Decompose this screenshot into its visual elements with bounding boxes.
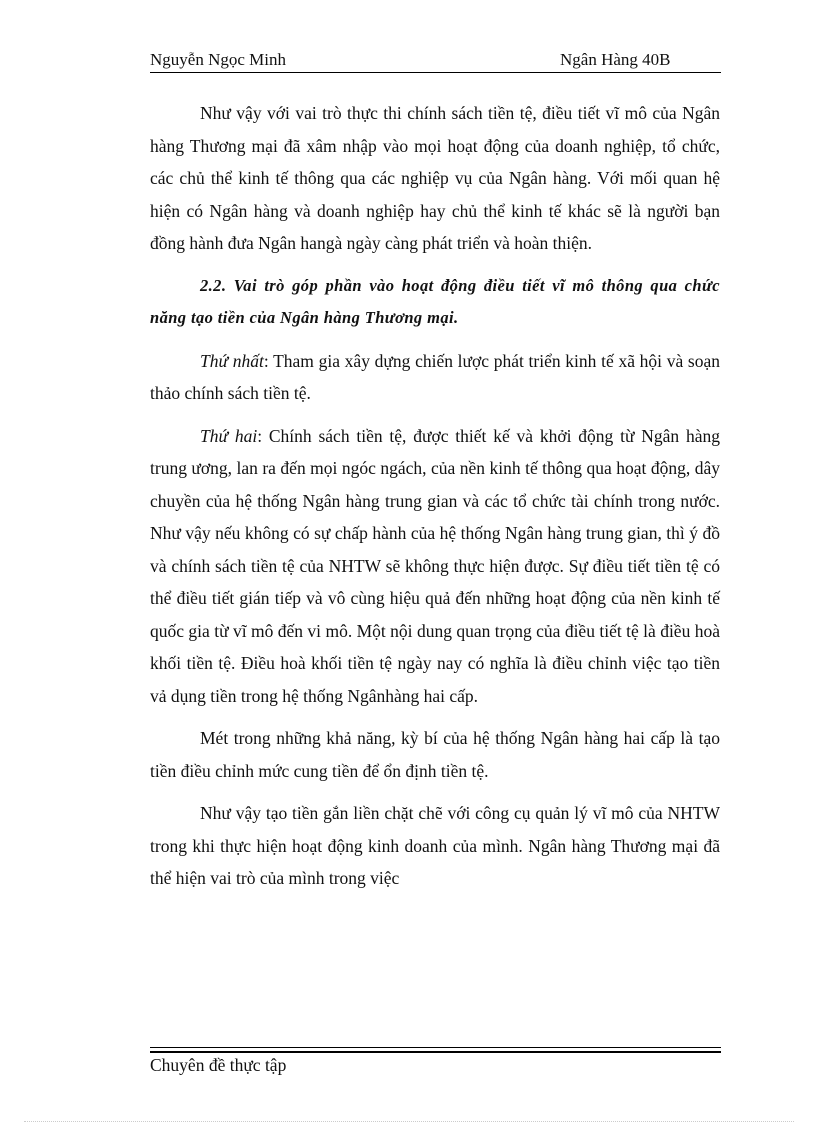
footer-rule-thin [150, 1047, 721, 1048]
paragraph-2-label: Thứ nhất [200, 350, 264, 371]
page-footer: Chuyên đề thực tập [150, 1055, 287, 1075]
page-header [150, 50, 721, 73]
paragraph-1: Như vậy với vai trò thực thi chính sách tiền tệ, điều tiết vĩ mô của Ngân hàng Thương mại đã xâm nhập vào mọi hoạt động của doanh nghiệp, tổ chức, các chủ thể kinh tế thông qua các nghiệp vụ của Ngân hàng. Với mối quan hệ hiện có Ngân hàng và doanh nghiệp hay chủ thể kinh tế khác sẽ là người bạn đồng hành đưa Ngân hangà ngày càng phát triển và hoàn thiện. [150, 103, 720, 253]
footer-rule-thick [150, 1051, 721, 1053]
header-class: Ngân Hàng 40B [560, 50, 671, 69]
section-heading: 2.2. Vai trò góp phần vào hoạt động điều tiết vĩ mô thông qua chức năng tạo tiền của Ngân hàng Thương mại. [150, 275, 720, 327]
paragraph-3-text: : Chính sách tiền tệ, được thiết kế và khởi động từ Ngân hàng trung ương, lan ra đến mọi ngóc ngách, của nền kinh tế thông qua hoạt động, dây chuyền của hệ thống Ngân hàng trung gian và các tổ chức tài chính trong nước. Như vậy nếu không có sự chấp hành của hệ thống Ngân hàng trung gian, thì ý đồ và chính sách tiền tệ của NHTW sẽ không thực hiện được. Sự điều tiết tiền tệ có thể điều tiết gián tiếp và vô cùng hiệu quả đến những hoạt động của nền kinh tế quốc gia từ vĩ mô đến vi mô. Một nội dung quan trọng của điều tiết tệ là điều hoà khối tiền tệ. Điều hoà khối tiền tệ ngày nay có nghĩa là điều chỉnh việc tạo tiền vả dụng tiền trong hệ thống Ngânhàng hai cấp. [150, 425, 720, 706]
paragraph-2 [150, 345, 720, 410]
header-author: Nguyễn Ngọc Minh [150, 50, 286, 69]
paragraph-4: Mét trong những khả năng, kỳ bí của hệ thống Ngân hàng hai cấp là tạo tiền điều chỉnh mức cung tiền để ổn định tiền tệ. [150, 728, 720, 781]
page-body [150, 97, 720, 895]
paragraph-5: Như vậy tạo tiền gắn liền chặt chẽ với công cụ quản lý vĩ mô của NHTW trong khi thực hiện hoạt động kinh doanh của mình. Ngân hàng Thương mại đã thể hiện vai trò của mình trong việc [150, 803, 720, 888]
paragraph-3 [150, 420, 720, 713]
paragraph-3-label: Thứ hai [200, 425, 258, 446]
page-edge [24, 1121, 794, 1122]
paragraph-2-text: : Tham gia xây dựng chiến lược phát triển kinh tế xã hội và soạn thảo chính sách tiền tệ. [150, 350, 720, 403]
